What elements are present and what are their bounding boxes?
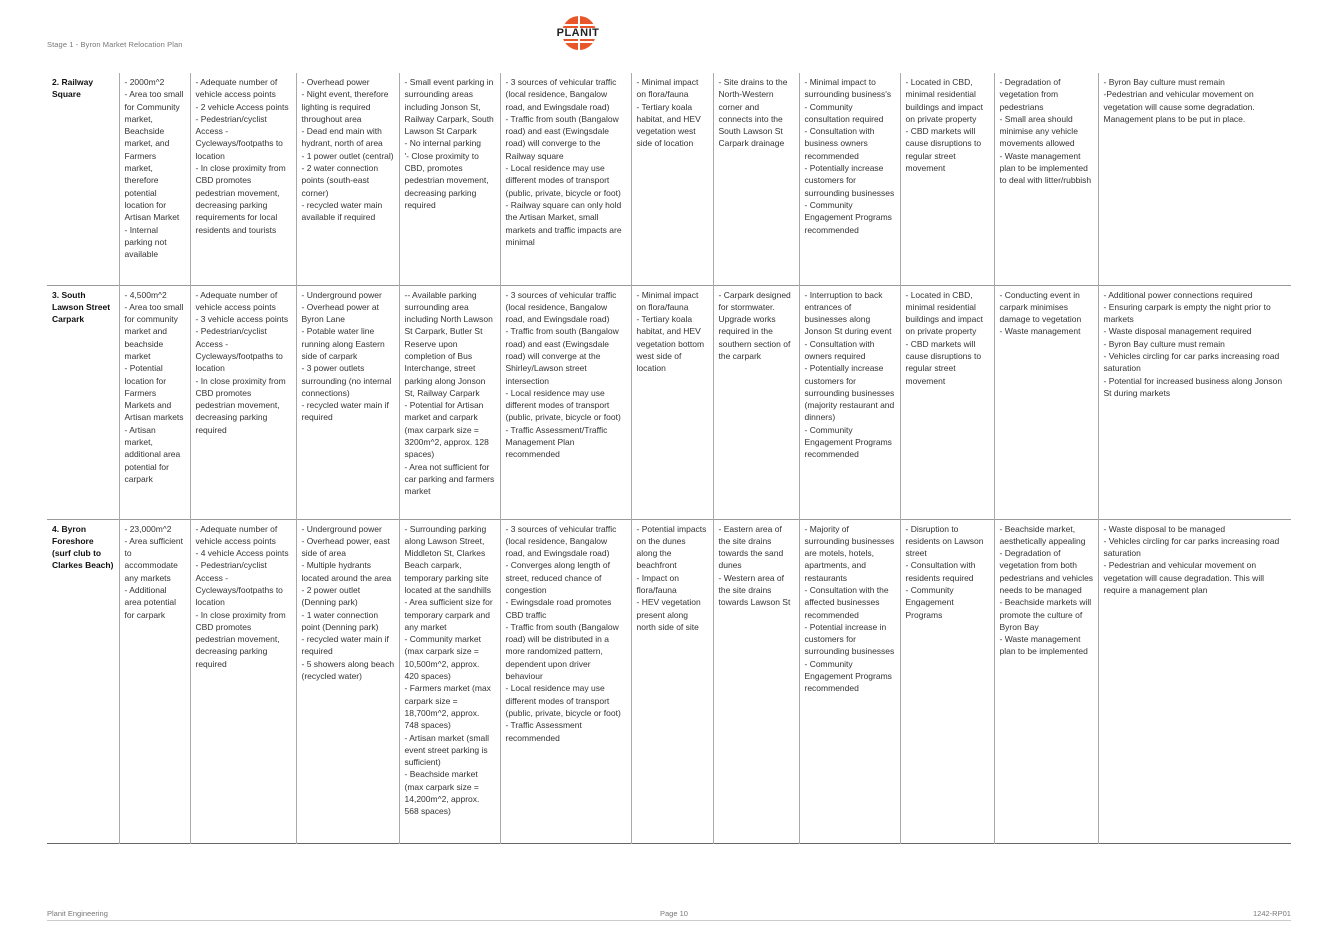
cell-line: - Dead end main with hydrant, north of area: [301, 126, 383, 149]
cell-line: - Potential for increased business along Jonson St during markets: [1103, 375, 1283, 398]
cell-line: - 1 water connection point (Denning park): [301, 609, 379, 632]
table-cell: [190, 285, 296, 519]
cell-line: -Pedestrian and vehicular movement on vegetation will cause some degradation. Management plans to be put in place.: [1103, 89, 1255, 124]
cell-line: - Railway square can only hold the Artisan Market, small markets and traffic impacts are minimal: [505, 199, 622, 247]
cell-line: - Community Engagement Programs recommended: [804, 424, 892, 460]
cell-line: - 3 sources of vehicular traffic (local residence, Bangalow road, and Ewingsdale road): [505, 77, 617, 112]
cell-line: - 2 water connection points (south-east corner): [301, 163, 379, 198]
table-cell: [1098, 285, 1291, 519]
cell-line: - Additional area potential for carpark: [124, 584, 177, 620]
table-cell: [399, 285, 500, 519]
table-cell: [631, 519, 713, 843]
cell-line: - Adequate number of vehicle access points: [195, 77, 278, 100]
cell-line: - Internal parking not available: [124, 224, 167, 260]
cell-line: - Pedestrian/cyclist Access - Cycleways/footpaths to location: [195, 113, 283, 161]
cell-line: - Multiple hydrants located around the area: [301, 560, 392, 583]
cell-line: - HEV vegetation present along north side of site: [636, 597, 701, 632]
footer-company: Planit Engineering: [47, 909, 108, 918]
site-name-cell: 4. Byron Foreshore (surf club to Clarkes Beach): [52, 523, 114, 571]
table-cell: [713, 73, 799, 285]
cell-line: - Ewingsdale road promotes CBD traffic: [505, 597, 612, 620]
table-cell: [190, 519, 296, 843]
cell-line: - Conducting event in carpark minimises damage to vegetation: [999, 289, 1082, 325]
cell-line: - Traffic from south (Bangalow road) will be distributed in a more randomized pattern, dependent upon driver behaviour: [505, 621, 619, 682]
cell-line: - Beachside markets will promote the culture of Byron Bay: [999, 597, 1092, 632]
site-name-cell: 2. Railway Square: [52, 77, 94, 100]
cell-line: - Pedestrian and vehicular movement on vegetation will cause degradation. This will require a management plan: [1103, 560, 1264, 595]
cell-line: - Potential impacts on the dunes along the beachfront: [636, 523, 707, 571]
table-cell: [631, 73, 713, 285]
cell-line: - Traffic Assessment/Traffic Management Plan recommended: [505, 424, 608, 460]
cell-line: - Artisan market, additional area potential for carpark: [124, 424, 181, 484]
table-cell: [900, 519, 994, 843]
cell-line: - Area sufficient size for temporary carpark and any market: [404, 597, 493, 632]
cell-line: - recycled water main if required: [301, 634, 389, 657]
cell-line: - Consultation with business owners recommended: [804, 126, 875, 161]
site-assessment-table: [47, 73, 1291, 844]
cell-line: - Area not sufficient for car parking and farmers market: [404, 461, 495, 497]
table-row: [47, 285, 1291, 519]
cell-line: - In close proximity from CBD promotes pedestrian movement, decreasing parking required: [195, 375, 286, 435]
cell-line: - Located in CBD, minimal residential buildings and impact on private property: [905, 77, 983, 124]
table-cell: [296, 519, 399, 843]
cell-line: - Community Engagement Programs recommended: [804, 658, 892, 694]
cell-line: - Community market (max carpark size = 10,500m^2, approx. 420 spaces): [404, 634, 482, 682]
cell-line: - Impact on flora/fauna: [636, 572, 680, 595]
cell-line: - Adequate number of vehicle access points: [195, 289, 278, 312]
cell-line: - Byron Bay culture must remain: [1103, 77, 1225, 87]
cell-line: - Overhead power: [301, 77, 370, 87]
table-cell: [900, 285, 994, 519]
cell-line: - 2 power outlet (Denning park): [301, 584, 361, 608]
cell-line: - Waste disposal to be managed: [1103, 523, 1226, 534]
table-cell: [713, 519, 799, 843]
cell-line: - Traffic Assessment recommended: [505, 720, 582, 743]
table-cell: [296, 73, 399, 285]
cell-line: - 2000m^2: [124, 77, 165, 87]
cell-line: - CBD markets will cause disruptions to regular street movement: [905, 338, 982, 386]
table-cell: [631, 285, 713, 519]
cell-line: - Local residence may use different modes of transport (public, private, bicycle or foot): [505, 683, 621, 718]
table-cell: [713, 285, 799, 519]
cell-line: - Disruption to residents on Lawson street: [905, 523, 984, 559]
cell-line: - In close proximity from CBD promotes pedestrian movement, decreasing parking required: [195, 609, 286, 669]
table-cell: [500, 285, 631, 519]
cell-line: - Area sufficient to accommodate any markets: [124, 535, 183, 583]
footer-doc-ref: 1242-RP01: [1253, 909, 1291, 918]
cell-line: - Minimal impact on flora/fauna: [636, 289, 699, 312]
cell-line: - Consultation with owners required: [804, 338, 875, 361]
cell-line: - Additional power connections required: [1103, 289, 1253, 300]
logo-text: PLANIT: [551, 28, 605, 39]
cell-line: - Minimal impact on flora/fauna: [636, 77, 699, 100]
cell-line: - No internal parking: [404, 138, 482, 149]
cell-line: - Western area of the site drains towards Lawson St: [718, 572, 791, 608]
cell-line: - Local residence may use different modes of transport (public, private, bicycle or foot): [505, 163, 621, 198]
cell-line: - Night event, therefore lighting is required throughout area: [301, 89, 389, 124]
cell-line: - Ensuring carpark is empty the night prior to markets: [1103, 301, 1271, 325]
cell-line: - 3 sources of vehicular traffic (local residence, Bangalow road, and Ewingsdale road): [505, 289, 617, 325]
cell-line: -- Available parking surrounding area including North Lawson St Carpark, Butler St Reserve upon completion of Bus Interchange, street parking along Jonson St, Railway Carpark: [404, 289, 493, 398]
cell-line: - Carpark designed for stormwater. Upgrade works required in the southern section of the carpark: [718, 289, 791, 361]
cell-line: - Potentially increase customers for surrounding businesses: [804, 163, 895, 198]
table-cell: [799, 73, 900, 285]
cell-line: - Majority of surrounding businesses are motels, hotels, apartments, and restaurants: [804, 523, 895, 583]
cell-line: - 3 sources of vehicular traffic (local residence, Bangalow road, and Ewingsdale road): [505, 523, 617, 559]
cell-line: - Area too small for Community market, Beachside market, and Farmers market, therefore potential location for Artisan Market: [124, 89, 184, 223]
cell-line: - Pedestrian/cyclist Access - Cycleways/footpaths to location: [195, 560, 283, 608]
cell-line: - Waste management: [999, 326, 1081, 337]
cell-line: - Farmers market (max carpark size = 18,700m^2, approx. 748 spaces): [404, 683, 491, 731]
cell-line: - Tertiary koala habitat, and HEV vegetation west side of location: [636, 101, 701, 149]
cell-line: - recycled water main available if required: [301, 199, 383, 223]
cell-line: - Beachside market (max carpark size = 14,200m^2, approx. 568 spaces): [404, 769, 480, 817]
cell-line: - Community consultation required: [804, 101, 884, 124]
cell-line: - Potable water line running along Eastern side of carpark: [301, 326, 385, 361]
cell-line: - Beachside market, aesthetically appealing: [999, 523, 1086, 546]
table-cell: [399, 73, 500, 285]
table-row: [47, 73, 1291, 285]
cell-line: - Pedestrian/cyclist Access - Cycleways/footpaths to location: [195, 326, 283, 374]
table-cell: [119, 519, 190, 843]
cell-line: - Artisan market (small event street parking is sufficient): [404, 732, 490, 768]
table-cell: [994, 519, 1098, 843]
footer-divider: [47, 920, 1291, 921]
cell-line: - Consultation with residents required: [905, 560, 976, 583]
cell-line: - Potential for Artisan market and carpark (max carpark size = 3200m^2, approx. 128 spaces): [404, 400, 489, 460]
cell-line: - 3 power outlets surrounding (no internal connections): [301, 363, 392, 398]
cell-line: - Converges along length of street, reduced chance of congestion: [505, 560, 610, 595]
table-cell: [799, 519, 900, 843]
table-cell: [296, 285, 399, 519]
table-cell: [1098, 73, 1291, 285]
table-cell: [994, 73, 1098, 285]
cell-line: - Degradation of vegetation from both pedestrians and vehicles needs to be managed: [999, 548, 1094, 595]
cell-line: - 4,500m^2: [124, 289, 167, 300]
cell-line: - Area too small for community market and beachside market: [124, 301, 184, 361]
cell-line: - Site drains to the North-Western corner and connects into the South Lawson St Carpark drainage: [718, 77, 788, 149]
table-cell: [500, 519, 631, 843]
cell-line: - Traffic from south (Bangalow road) and east (Ewingsdale road) will converge to the Railway square: [505, 113, 619, 161]
site-name-cell: 3. South Lawson Street Carpark: [52, 289, 111, 325]
cell-line: - 3 vehicle access points: [195, 314, 289, 325]
table-cell: [119, 285, 190, 519]
cell-line: - Vehicles circling for car parks increasing road saturation: [1103, 350, 1280, 374]
cell-line: - Consultation with the affected businesses recommended: [804, 584, 889, 620]
cell-line: - Underground power: [301, 523, 382, 534]
footer-page-number: Page 10: [660, 909, 688, 918]
cell-line: - Potential location for Farmers Markets and Artisan markets: [124, 363, 184, 423]
cell-line: - 1 power outlet (central): [301, 150, 394, 161]
cell-line: - Interruption to back entrances of businesses along Jonson St during event: [804, 289, 892, 337]
cell-line: - Small event parking in surrounding areas including Jonson St, Railway Carpark, South Lawson St Carpark: [404, 77, 494, 137]
cell-line: - Surrounding parking along Lawson Street, Middleton St, Clarkes Beach carpark, temporary parking site located at the sandhills: [404, 523, 491, 595]
table-cell: [399, 519, 500, 843]
cell-line: - Local residence may use different modes of transport (public, private, bicycle or foot): [505, 387, 621, 423]
cell-line: - Tertiary koala habitat, and HEV vegetation bottom west side of location: [636, 314, 705, 374]
cell-line: - Waste disposal management required: [1103, 326, 1252, 337]
cell-line: - In close proximity from CBD promotes pedestrian movement, decreasing parking requirements for local residents and tourists: [195, 163, 286, 235]
table-cell: [1098, 519, 1291, 843]
table-cell: [799, 285, 900, 519]
cell-line: - Waste management plan to be implemented: [999, 634, 1088, 657]
cell-line: - Community Engagement Programs: [905, 584, 954, 620]
cell-line: - Vehicles circling for car parks increasing road saturation: [1103, 535, 1280, 559]
cell-line: - Potentially increase customers for surrounding businesses (majority restaurant and dinners): [804, 363, 895, 423]
table-cell: [500, 73, 631, 285]
cell-line: - Small area should minimise any vehicle movements allowed: [999, 113, 1078, 149]
planit-logo: [551, 16, 605, 52]
cell-line: - 2 vehicle Access points: [195, 101, 289, 112]
table-cell: [994, 285, 1098, 519]
cell-line: - Underground power: [301, 289, 382, 300]
cell-line: - Adequate number of vehicle access points: [195, 523, 278, 546]
document-header-title: Stage 1 - Byron Market Relocation Plan: [47, 40, 183, 49]
table-row: [47, 519, 1291, 843]
cell-line: - CBD markets will cause disruptions to regular street movement: [905, 126, 982, 174]
cell-line: - Waste management plan to be implemented to deal with litter/rubbish: [999, 150, 1092, 186]
table-cell: [900, 73, 994, 285]
table-cell: [119, 73, 190, 285]
cell-line: - Located in CBD, minimal residential buildings and impact on private property: [905, 289, 983, 337]
cell-line: - Eastern area of the site drains towards the sand dunes: [718, 523, 784, 571]
cell-line: - 5 showers along beach (recycled water): [301, 658, 395, 682]
cell-line: - Community Engagement Programs recommended: [804, 199, 892, 235]
cell-line: - 4 vehicle Access points: [195, 548, 289, 559]
cell-line: - Overhead power, east side of area: [301, 535, 390, 559]
cell-line: - Traffic from south (Bangalow road) and east (Ewingsdale road) will converge at the Shirley/Lawson street intersection: [505, 326, 619, 386]
cell-line: - Byron Bay culture must remain: [1103, 338, 1225, 349]
cell-line: - recycled water main if required: [301, 400, 389, 423]
cell-line: - Potential increase in customers for surrounding businesses: [804, 621, 895, 657]
cell-line: - 23,000m^2: [124, 523, 172, 534]
cell-line: - Degradation of vegetation from pedestrians: [999, 77, 1061, 112]
table-cell: [190, 73, 296, 285]
cell-line: - Overhead power at Byron Lane: [301, 301, 379, 325]
cell-line: - Minimal impact to surrounding business's: [804, 77, 892, 100]
cell-line: '- Close proximity to CBD, promotes pedestrian movement, decreasing parking required: [404, 150, 489, 210]
